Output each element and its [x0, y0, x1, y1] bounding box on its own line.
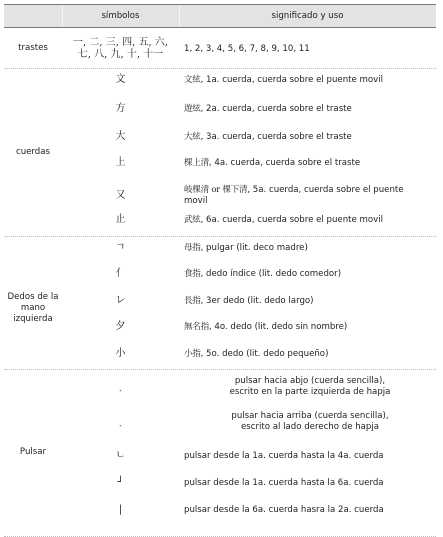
- group-separator: [4, 68, 436, 69]
- meaning-text: , 3a. cuerda, cuerda sobre el traste: [200, 131, 352, 142]
- symbol-cell: 文: [115, 74, 126, 85]
- table-header: [4, 4, 436, 28]
- meaning-text: , 5a. cuerda, cuerda sobre el puente movil: [184, 185, 404, 206]
- meaning-text: , 3er dedo (lit. dedo largo): [200, 295, 314, 306]
- meaning-cell: [184, 322, 436, 333]
- meaning-text: 1, 2, 3, 4, 5, 6, 7, 8, 9, 10, 11: [184, 43, 310, 54]
- meaning-cell: [184, 215, 436, 226]
- symbol-cell: 又: [115, 190, 126, 201]
- header-symbols: símbolos: [101, 11, 140, 21]
- meaning-text: , 5o. dedo (lit. dedo pequeño): [200, 348, 329, 359]
- symbol-cell: ㄱ: [115, 242, 126, 253]
- meaning-term: 文絃: [184, 74, 201, 85]
- symbol-cell: 上: [115, 157, 126, 168]
- meaning-cell: [184, 75, 436, 86]
- symbol-cell: 小: [115, 348, 126, 359]
- meaning-term: 小指: [184, 348, 201, 359]
- meaning-cell: [184, 376, 436, 398]
- meaning-text: pulsar desde la 1a. cuerda hasta la 6a. cuerda: [184, 477, 384, 488]
- symbol-cell: 夕: [115, 321, 126, 332]
- meaning-term: 無名指: [184, 321, 209, 332]
- meaning-text: , 2a. cuerda, cuerda sobre el traste: [200, 103, 352, 114]
- meaning-cell: [184, 349, 436, 360]
- meaning-text: , 6a. cuerda, cuerda sobre el puente movil: [200, 214, 384, 225]
- group-separator: [4, 236, 436, 237]
- meaning-cell: [184, 243, 436, 254]
- symbol-cell: 止: [115, 214, 126, 225]
- meaning-term: 長指: [184, 295, 201, 306]
- meaning-text: pulsar hacia arriba (cuerda sencilla), escrito al lado derecho de hapja: [231, 411, 389, 432]
- symbol-cell: ˎ: [118, 381, 123, 392]
- meaning-cell: [184, 269, 436, 280]
- meaning-cell: [184, 185, 436, 207]
- symbol-cell: ˏ: [118, 416, 123, 427]
- meaning-cell: [184, 104, 436, 115]
- meaning-term: 遊絃: [184, 103, 201, 114]
- symbol-cell: 亻: [115, 268, 126, 279]
- meaning-text: pulsar desde la 6a. cuerda hasra la 2a. cuerda: [184, 504, 384, 515]
- meaning-text: , 4a. cuerda, cuerda sobre el traste: [208, 157, 361, 168]
- group-separator: [4, 369, 436, 370]
- group-label: Pulsar: [19, 447, 47, 457]
- symbol-cell: レ: [115, 295, 126, 306]
- meaning-term: 食指: [184, 268, 201, 279]
- symbol-cell: 方: [115, 103, 126, 114]
- meaning-text: , dedo índice (lit. dedo comedor): [200, 268, 342, 279]
- meaning-term: 武絃: [184, 214, 201, 225]
- meaning-cell: [184, 411, 436, 433]
- group-label: cuerdas: [15, 146, 51, 157]
- meaning-text: , 1a. cuerda, cuerda sobre el puente movil: [200, 74, 384, 85]
- meaning-text: pulsar hacia abjo (cuerda sencilla), escrito en la parte izquierda de hapja: [229, 376, 391, 397]
- symbol-cell: ┘: [117, 477, 124, 488]
- meaning-cell: [184, 478, 436, 489]
- symbol-cell: |: [118, 504, 123, 515]
- header-meaning: significado y uso: [271, 11, 344, 21]
- meaning-cell: [184, 296, 436, 307]
- symbol-cell: 大: [115, 131, 126, 142]
- meaning-term: 大絃: [184, 131, 201, 142]
- meaning-text: pulsar desde la 1a. cuerda hasta la 4a. cuerda: [184, 450, 384, 461]
- meaning-text: , 4o. dedo (lit. dedo sin nombre): [208, 321, 348, 332]
- meaning-cell: [184, 158, 436, 169]
- meaning-cell: [184, 451, 436, 462]
- meaning-cell: [184, 132, 436, 143]
- symbol-cell: ㄴ: [115, 450, 126, 461]
- meaning-term: 岐棵清 or 棵下清: [184, 185, 248, 195]
- meaning-term: 母指: [184, 242, 201, 253]
- meaning-cell: [184, 44, 436, 55]
- group-label: Dedos de la mano izquierda: [7, 291, 59, 324]
- meaning-cell: [184, 505, 436, 516]
- meaning-text: , pulgar (lit. deco madre): [200, 242, 308, 253]
- symbol-cell: 一, 二, 三, 四, 五, 六, 七, 八, 九, 十, 十一: [73, 37, 168, 60]
- group-label: trastes: [18, 42, 48, 53]
- meaning-term: 棵上清: [184, 157, 209, 168]
